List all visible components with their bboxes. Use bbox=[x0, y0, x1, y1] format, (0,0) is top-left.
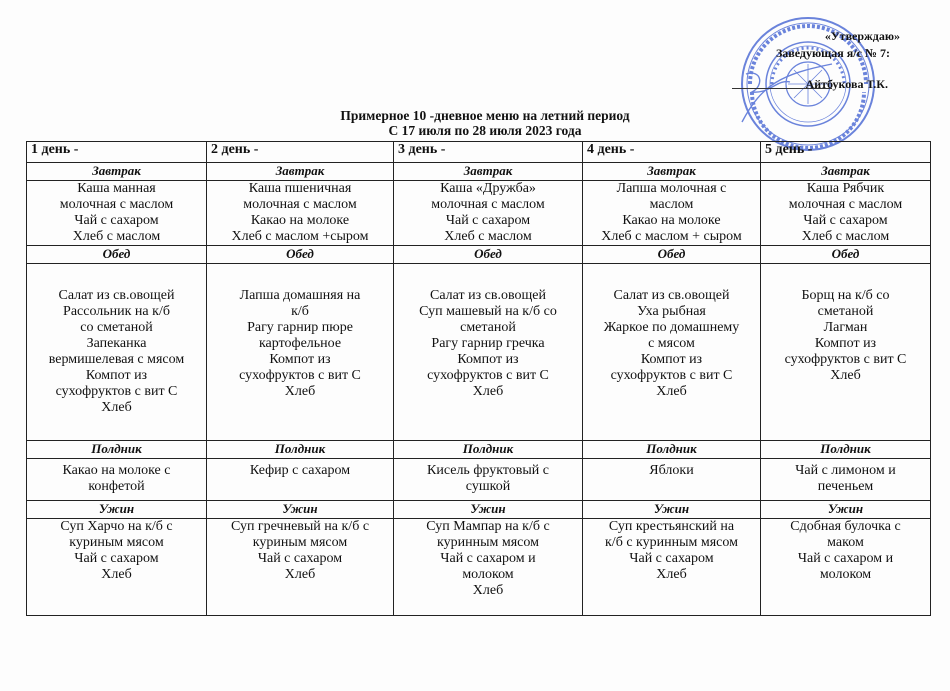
dish-line: Хлеб bbox=[656, 567, 687, 582]
snack-row bbox=[27, 459, 931, 501]
lunch-cell bbox=[27, 264, 207, 441]
meal-header: Обед bbox=[27, 246, 207, 264]
dish-line: Сдобная булочка с bbox=[790, 519, 901, 534]
dish-line: Жаркое по домашнему bbox=[603, 320, 740, 335]
dish-line: Хлеб bbox=[284, 384, 316, 399]
dish-line: куриным мясом bbox=[252, 535, 348, 550]
dish-line: Хлеб bbox=[284, 567, 316, 582]
title-line-2: С 17 июля по 28 июля 2023 года bbox=[388, 123, 582, 138]
dish-line: сухофруктов с вит С bbox=[784, 352, 907, 367]
day-header: 5 день - bbox=[761, 142, 931, 163]
dish-line: Суп Мампар на к/б с bbox=[426, 519, 550, 534]
dish-line: Какао на молоке bbox=[622, 213, 721, 228]
dish-line: Рассольник на к/б bbox=[63, 304, 170, 319]
lunch-row bbox=[27, 264, 931, 441]
dish-line: Какао на молоке bbox=[250, 213, 350, 228]
dish-line: сухофруктов с вит С bbox=[427, 368, 549, 383]
dish-line: Каша Рябчик bbox=[806, 181, 885, 196]
dish-line: куриным мясом bbox=[69, 535, 164, 550]
meal-header: Обед bbox=[583, 246, 761, 264]
dish-line: Компот из bbox=[814, 336, 877, 351]
dinner-cell bbox=[27, 519, 207, 616]
meal-header: Ужин bbox=[583, 501, 761, 519]
title-line-1: Примерное 10 -дневное меню на летний период bbox=[340, 108, 630, 123]
snack-cell bbox=[207, 459, 394, 501]
dish-line: молочная с маслом bbox=[788, 197, 903, 212]
lunch-cell bbox=[394, 264, 583, 441]
dish-line: куринным мясом bbox=[437, 535, 539, 550]
dish-line: Хлеб bbox=[101, 400, 132, 415]
meal-header: Ужин bbox=[27, 501, 207, 519]
dish-line: печеньем bbox=[817, 479, 874, 494]
dish-line: Уха рыбная bbox=[637, 304, 706, 319]
dish-line: сухофруктов с вит С bbox=[239, 368, 361, 383]
dish-line: к/б bbox=[291, 304, 309, 319]
dish-line: Рагу гарнир гречка bbox=[431, 336, 545, 351]
meal-header: Завтрак bbox=[761, 163, 931, 181]
dish-line: Какао на молоке с bbox=[62, 463, 171, 478]
dish-line: Суп Харчо на к/б с bbox=[60, 519, 173, 534]
dish-line: Хлеб bbox=[656, 384, 687, 399]
breakfast-cell bbox=[761, 181, 931, 246]
day-header: 2 день - bbox=[207, 142, 394, 163]
meal-header: Ужин bbox=[207, 501, 394, 519]
dish-line: со сметаной bbox=[80, 320, 153, 335]
dish-line: Чай с сахаром bbox=[445, 213, 531, 228]
dish-line: Чай с сахаром bbox=[74, 213, 159, 228]
lunch-cell bbox=[207, 264, 394, 441]
meal-header: Ужин bbox=[394, 501, 583, 519]
dish-line: молочная с маслом bbox=[431, 197, 545, 212]
dish-line: Компот из bbox=[85, 368, 148, 383]
dish-line: Яблоки bbox=[649, 463, 694, 478]
dish-line: сметаной bbox=[817, 304, 874, 319]
breakfast-row bbox=[27, 181, 931, 246]
breakfast-cell bbox=[27, 181, 207, 246]
dish-line: Компот из bbox=[457, 352, 519, 367]
day-header: 4 день - bbox=[583, 142, 761, 163]
dish-line: Чай с сахаром bbox=[74, 551, 159, 566]
meal-header: Полдник bbox=[761, 441, 931, 459]
dish-line: вермишелевая с мясом bbox=[48, 352, 185, 367]
dish-line: Чай с сахаром bbox=[803, 213, 888, 228]
dish-line: маком bbox=[827, 535, 864, 550]
dish-line: Суп крестьянский на bbox=[608, 519, 735, 534]
dish-line: Лагман bbox=[823, 320, 868, 335]
dish-line: Компот из bbox=[640, 352, 703, 367]
dish-line: Хлеб с маслом + сыром bbox=[601, 229, 742, 244]
dish-line: Салат из св.овощей bbox=[58, 288, 175, 303]
dish-line: Суп гречневый на к/б с bbox=[230, 519, 370, 534]
dinner-cell bbox=[394, 519, 583, 616]
breakfast-header-row bbox=[27, 163, 931, 181]
meal-header: Ужин bbox=[761, 501, 931, 519]
signature-line bbox=[732, 88, 832, 89]
dish-line: Суп машевый на к/б со bbox=[419, 304, 557, 319]
meal-header: Обед bbox=[394, 246, 583, 264]
dish-line: Салат из св.овощей bbox=[613, 288, 730, 303]
dish-line: Хлеб bbox=[101, 567, 132, 582]
day-header-row bbox=[27, 142, 931, 163]
lunch-cell bbox=[761, 264, 931, 441]
snack-cell bbox=[583, 459, 761, 501]
meal-header: Завтрак bbox=[394, 163, 583, 181]
dish-line: сухофруктов с вит С bbox=[610, 368, 733, 383]
dish-line: Каша «Дружба» bbox=[440, 181, 536, 196]
dinner-cell bbox=[207, 519, 394, 616]
dish-line: Хлеб с маслом bbox=[801, 229, 890, 244]
dish-line: сушкой bbox=[465, 479, 511, 494]
dish-line: Чай с лимоном и bbox=[795, 463, 896, 478]
dinner-header-row bbox=[27, 501, 931, 519]
snack-cell bbox=[27, 459, 207, 501]
approval-heading: «Утверждаю» bbox=[824, 29, 900, 43]
day-header: 1 день - bbox=[27, 142, 207, 163]
breakfast-cell bbox=[207, 181, 394, 246]
dish-line: картофельное bbox=[258, 336, 342, 351]
approval-position: Заведующая я/с № 7: bbox=[775, 46, 890, 60]
meal-header: Завтрак bbox=[583, 163, 761, 181]
dish-line: молочная с маслом bbox=[243, 197, 357, 212]
meal-header: Завтрак bbox=[27, 163, 207, 181]
meal-header: Полдник bbox=[27, 441, 207, 459]
dinner-row bbox=[27, 519, 931, 616]
meal-header: Полдник bbox=[394, 441, 583, 459]
dish-line: Кисель фруктовый с bbox=[427, 463, 549, 478]
snack-cell bbox=[394, 459, 583, 501]
dish-line: молочная с маслом bbox=[59, 197, 174, 212]
dish-line: Чай с сахаром bbox=[257, 551, 343, 566]
meal-header: Обед bbox=[207, 246, 394, 264]
dish-line: Рагу гарнир пюре bbox=[247, 320, 353, 335]
dish-line: Хлеб с маслом bbox=[444, 229, 532, 244]
dish-line: Лапша молочная с bbox=[616, 181, 727, 196]
dish-line: Кефир с сахаром bbox=[249, 463, 351, 478]
dish-line: Хлеб с маслом bbox=[72, 229, 161, 244]
dish-line: к/б с куринным мясом bbox=[605, 535, 738, 550]
dinner-cell bbox=[583, 519, 761, 616]
dish-line: Чай с сахаром и bbox=[797, 551, 894, 566]
dish-line: сметаной bbox=[460, 320, 516, 335]
meal-header: Полдник bbox=[583, 441, 761, 459]
menu-table bbox=[26, 141, 931, 616]
dish-line: маслом bbox=[649, 197, 694, 212]
dinner-cell bbox=[761, 519, 931, 616]
dish-line: Каша пшеничная bbox=[248, 181, 352, 196]
lunch-cell bbox=[583, 264, 761, 441]
dish-line: Салат из св.овощей bbox=[430, 288, 546, 303]
breakfast-cell bbox=[394, 181, 583, 246]
meal-header: Обед bbox=[761, 246, 931, 264]
dish-line: Компот из bbox=[269, 352, 331, 367]
dish-line: Хлеб bbox=[472, 583, 504, 598]
dish-line: молоком bbox=[462, 567, 514, 582]
dish-line: Лапша домашняя на bbox=[239, 288, 361, 303]
dish-line: Запеканка bbox=[86, 336, 147, 351]
dish-line: Чай с сахаром bbox=[629, 551, 714, 566]
meal-header: Полдник bbox=[207, 441, 394, 459]
snack-cell bbox=[761, 459, 931, 501]
approval-signer-name: Айтбукова Т.К. bbox=[805, 77, 888, 91]
dish-line: Хлеб с маслом +сыром bbox=[231, 229, 369, 244]
dish-line: сухофруктов с вит С bbox=[55, 384, 178, 399]
day-header: 3 день - bbox=[394, 142, 583, 163]
dish-line: Чай с сахаром и bbox=[440, 551, 536, 566]
dish-line: Борщ на к/б со bbox=[801, 288, 890, 303]
snack-header-row bbox=[27, 441, 931, 459]
dish-line: Каша манная bbox=[77, 181, 156, 196]
approval-block bbox=[720, 28, 920, 93]
meal-header: Завтрак bbox=[207, 163, 394, 181]
breakfast-cell bbox=[583, 181, 761, 246]
dish-line: Хлеб bbox=[472, 384, 504, 399]
dish-line: молоком bbox=[819, 567, 872, 582]
lunch-header-row bbox=[27, 246, 931, 264]
dish-line: Хлеб bbox=[830, 368, 861, 383]
dish-line: конфетой bbox=[88, 479, 145, 494]
document-title bbox=[250, 108, 720, 138]
dish-line: с мясом bbox=[648, 336, 695, 351]
